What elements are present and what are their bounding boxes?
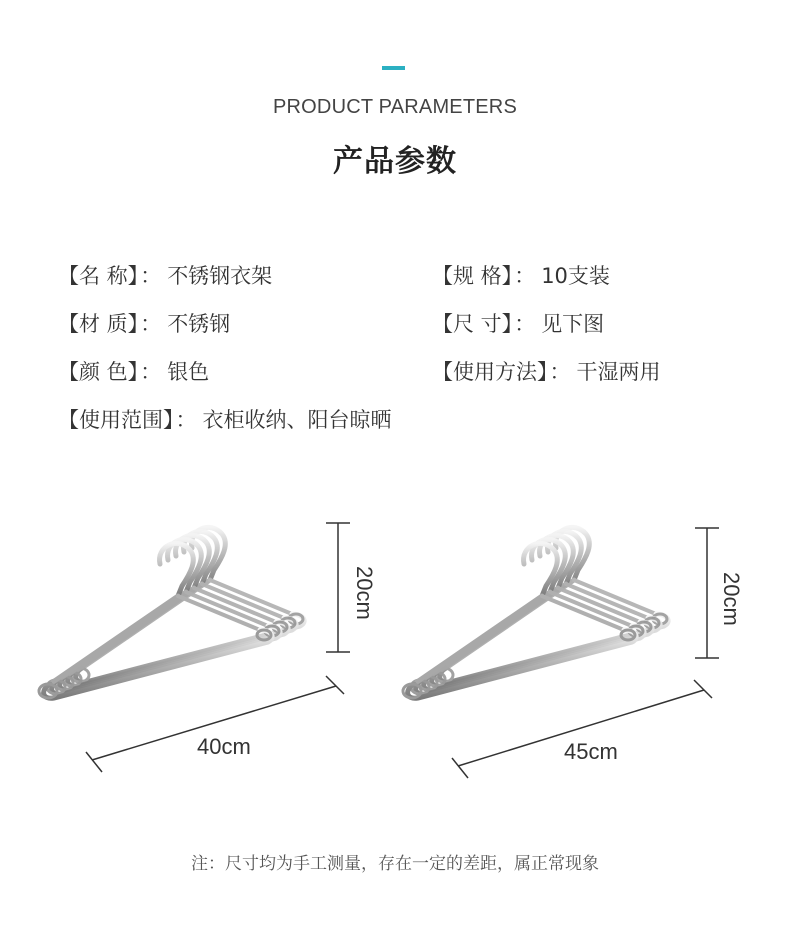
param-name: 【名 称】： 不锈钢衣架 <box>58 264 273 288</box>
height-label-left: 20cm <box>352 566 377 620</box>
param-spec-value: 10支装 <box>541 264 610 288</box>
param-scope: 【使用范围】： 衣柜收纳、阳台晾晒 <box>58 408 392 432</box>
param-scope-label: 【使用范围】 <box>58 408 174 432</box>
param-color: 【颜 色】： 银色 <box>58 360 210 384</box>
width-label-left: 40cm <box>197 734 251 759</box>
param-usage: 【使用方法】： 干湿两用 <box>432 360 661 384</box>
param-material: 【材 质】： 不锈钢 <box>58 312 231 336</box>
param-material-value: 不锈钢 <box>167 312 231 336</box>
param-material-label: 【材 质】 <box>58 312 139 336</box>
height-dimension-right <box>695 528 719 658</box>
param-usage-value: 干湿两用 <box>576 360 661 384</box>
footer-note: 注：尺寸均为手工测量，存在一定的差距，属正常现象 <box>191 854 599 874</box>
section-title-cn: 产品参数 <box>333 144 457 179</box>
param-scope-value: 衣柜收纳、阳台晾晒 <box>202 408 392 432</box>
param-size-value: 见下图 <box>541 312 605 336</box>
height-dimension-left <box>326 523 350 652</box>
section-title-en: PRODUCT PARAMETERS <box>272 96 517 118</box>
hanger-image-left <box>39 527 304 698</box>
width-label-right: 45cm <box>564 739 618 764</box>
param-color-value: 银色 <box>167 360 210 384</box>
param-name-label: 【名 称】 <box>58 264 139 288</box>
param-name-value: 不锈钢衣架 <box>167 264 273 288</box>
hanger-image-right <box>403 527 668 698</box>
param-size: 【尺 寸】： 见下图 <box>432 312 605 336</box>
height-label-right: 20cm <box>719 572 744 626</box>
param-color-label: 【颜 色】 <box>58 360 139 384</box>
param-size-label: 【尺 寸】 <box>432 312 513 336</box>
param-spec-label: 【规 格】 <box>432 264 513 288</box>
param-spec: 【规 格】： 10支装 <box>432 264 610 288</box>
param-usage-label: 【使用方法】 <box>432 360 548 384</box>
